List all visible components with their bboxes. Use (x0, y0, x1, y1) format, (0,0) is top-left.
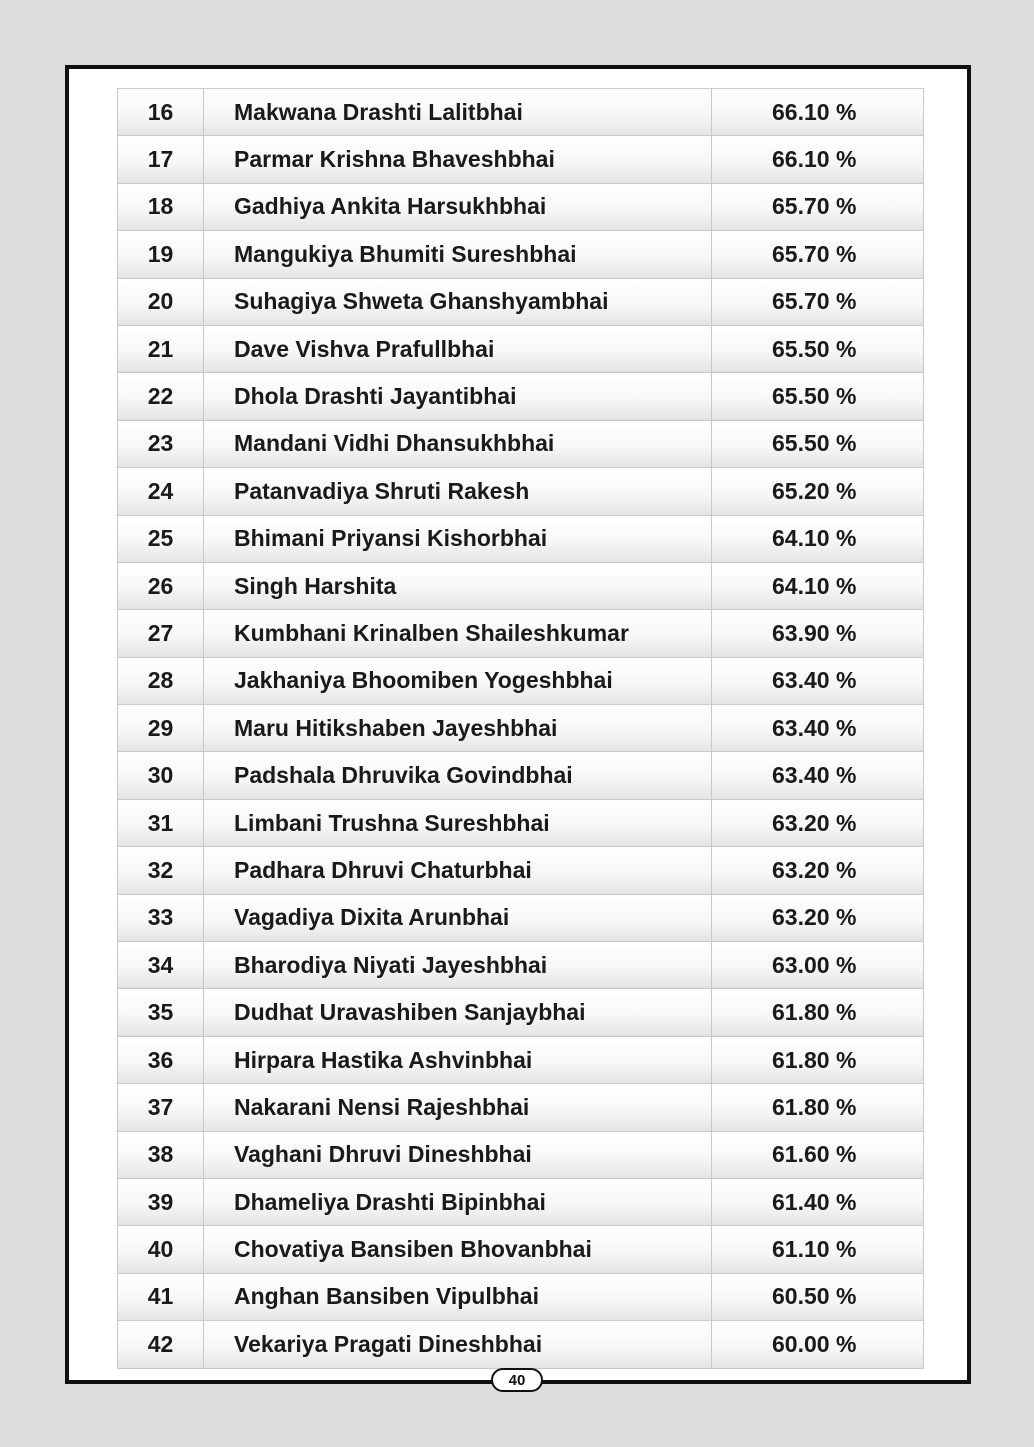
percentage-cell: 63.40 % (711, 752, 924, 798)
student-name-cell: Dave Vishva Prafullbhai (203, 326, 711, 372)
table-row (117, 942, 924, 989)
percentage-cell: 61.80 % (711, 1037, 924, 1083)
percentage-cell: 65.20 % (711, 468, 924, 514)
student-name-cell: Nakarani Nensi Rajeshbhai (203, 1084, 711, 1130)
rank-cell: 38 (117, 1132, 203, 1178)
table-row (117, 752, 924, 799)
rank-cell: 19 (117, 231, 203, 277)
table-row (117, 563, 924, 610)
student-name-cell: Maru Hitikshaben Jayeshbhai (203, 705, 711, 751)
student-name-cell: Dhola Drashti Jayantibhai (203, 373, 711, 419)
percentage-cell: 61.40 % (711, 1179, 924, 1225)
rank-cell: 33 (117, 895, 203, 941)
student-name-cell: Patanvadiya Shruti Rakesh (203, 468, 711, 514)
percentage-cell: 61.60 % (711, 1132, 924, 1178)
student-name-cell: Suhagiya Shweta Ghanshyambhai (203, 279, 711, 325)
table-row (117, 847, 924, 894)
rank-cell: 18 (117, 184, 203, 230)
table-row (117, 895, 924, 942)
rank-cell: 31 (117, 800, 203, 846)
percentage-cell: 60.50 % (711, 1274, 924, 1320)
percentage-cell: 64.10 % (711, 563, 924, 609)
table-row (117, 1132, 924, 1179)
percentage-cell: 63.40 % (711, 705, 924, 751)
percentage-cell: 60.00 % (711, 1321, 924, 1367)
percentage-cell: 65.50 % (711, 421, 924, 467)
page-number: 40 (491, 1368, 543, 1392)
rank-cell: 25 (117, 516, 203, 562)
table-row (117, 184, 924, 231)
rank-cell: 30 (117, 752, 203, 798)
student-name-cell: Mandani Vidhi Dhansukhbhai (203, 421, 711, 467)
student-name-cell: Vagadiya Dixita Arunbhai (203, 895, 711, 941)
rank-cell: 40 (117, 1226, 203, 1272)
rank-cell: 42 (117, 1321, 203, 1367)
rank-cell: 29 (117, 705, 203, 751)
student-name-cell: Makwana Drashti Lalitbhai (203, 89, 711, 135)
student-name-cell: Bharodiya Niyati Jayeshbhai (203, 942, 711, 988)
percentage-cell: 64.10 % (711, 516, 924, 562)
rank-cell: 39 (117, 1179, 203, 1225)
table-row (117, 373, 924, 420)
table-row (117, 516, 924, 563)
student-name-cell: Padhara Dhruvi Chaturbhai (203, 847, 711, 893)
rank-cell: 35 (117, 989, 203, 1035)
table-row (117, 136, 924, 183)
table-row (117, 1321, 924, 1368)
table-row (117, 468, 924, 515)
student-name-cell: Kumbhani Krinalben Shaileshkumar (203, 610, 711, 656)
table-row (117, 705, 924, 752)
table-row (117, 1179, 924, 1226)
table-row (117, 610, 924, 657)
student-name-cell: Bhimani Priyansi Kishorbhai (203, 516, 711, 562)
table-row (117, 800, 924, 847)
table-row (117, 1226, 924, 1273)
rank-cell: 36 (117, 1037, 203, 1083)
student-name-cell: Vaghani Dhruvi Dineshbhai (203, 1132, 711, 1178)
rank-cell: 27 (117, 610, 203, 656)
percentage-cell: 65.50 % (711, 326, 924, 372)
table-row (117, 88, 924, 136)
rank-cell: 24 (117, 468, 203, 514)
table-row (117, 1274, 924, 1321)
table-row (117, 1037, 924, 1084)
rank-cell: 41 (117, 1274, 203, 1320)
rank-cell: 28 (117, 658, 203, 704)
student-name-cell: Jakhaniya Bhoomiben Yogeshbhai (203, 658, 711, 704)
student-name-cell: Padshala Dhruvika Govindbhai (203, 752, 711, 798)
student-name-cell: Parmar Krishna Bhaveshbhai (203, 136, 711, 182)
table-row (117, 989, 924, 1036)
student-name-cell: Dudhat Uravashiben Sanjaybhai (203, 989, 711, 1035)
rank-cell: 26 (117, 563, 203, 609)
rank-cell: 23 (117, 421, 203, 467)
table-row (117, 279, 924, 326)
table-row (117, 658, 924, 705)
percentage-cell: 61.80 % (711, 1084, 924, 1130)
table-row (117, 231, 924, 278)
student-name-cell: Gadhiya Ankita Harsukhbhai (203, 184, 711, 230)
rank-cell: 16 (117, 89, 203, 135)
student-name-cell: Chovatiya Bansiben Bhovanbhai (203, 1226, 711, 1272)
rank-cell: 34 (117, 942, 203, 988)
percentage-cell: 65.50 % (711, 373, 924, 419)
page-frame (65, 65, 971, 1384)
rank-cell: 21 (117, 326, 203, 372)
student-name-cell: Mangukiya Bhumiti Sureshbhai (203, 231, 711, 277)
percentage-cell: 61.10 % (711, 1226, 924, 1272)
percentage-cell: 63.90 % (711, 610, 924, 656)
percentage-cell: 63.20 % (711, 895, 924, 941)
percentage-cell: 63.00 % (711, 942, 924, 988)
percentage-cell: 65.70 % (711, 231, 924, 277)
rank-cell: 22 (117, 373, 203, 419)
student-name-cell: Dhameliya Drashti Bipinbhai (203, 1179, 711, 1225)
rank-cell: 17 (117, 136, 203, 182)
table-row (117, 1084, 924, 1131)
percentage-cell: 61.80 % (711, 989, 924, 1035)
results-table (117, 88, 924, 1369)
student-name-cell: Vekariya Pragati Dineshbhai (203, 1321, 711, 1367)
percentage-cell: 65.70 % (711, 184, 924, 230)
rank-cell: 20 (117, 279, 203, 325)
rank-cell: 32 (117, 847, 203, 893)
percentage-cell: 63.20 % (711, 800, 924, 846)
table-row (117, 326, 924, 373)
percentage-cell: 63.20 % (711, 847, 924, 893)
rank-cell: 37 (117, 1084, 203, 1130)
percentage-cell: 65.70 % (711, 279, 924, 325)
percentage-cell: 66.10 % (711, 89, 924, 135)
student-name-cell: Singh Harshita (203, 563, 711, 609)
student-name-cell: Anghan Bansiben Vipulbhai (203, 1274, 711, 1320)
table-row (117, 421, 924, 468)
student-name-cell: Limbani Trushna Sureshbhai (203, 800, 711, 846)
percentage-cell: 63.40 % (711, 658, 924, 704)
percentage-cell: 66.10 % (711, 136, 924, 182)
student-name-cell: Hirpara Hastika Ashvinbhai (203, 1037, 711, 1083)
